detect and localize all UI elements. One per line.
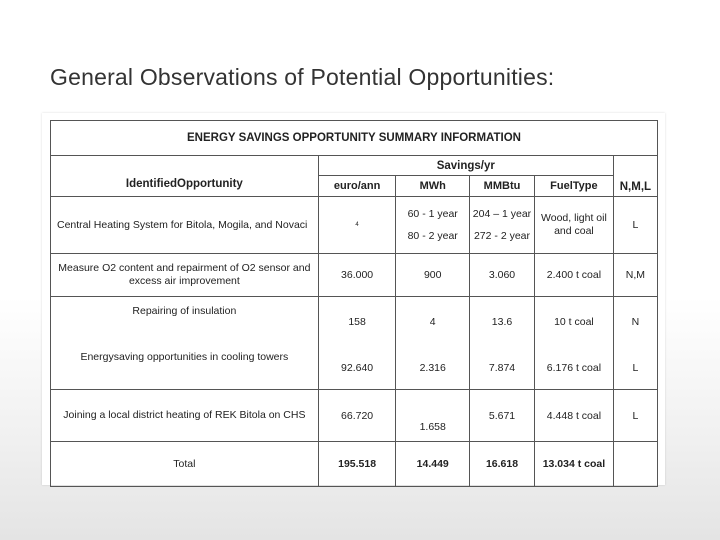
- mmbtu-cell: 13.6: [469, 297, 534, 348]
- euro-header: euro/ann: [318, 176, 396, 197]
- euro-cell: 36.000: [318, 254, 396, 297]
- table-row: [51, 390, 658, 442]
- fuel-type-header: FuelType: [535, 176, 614, 197]
- fuel-cell: 4.448 t coal: [535, 390, 614, 442]
- table-title: ENERGY SAVINGS OPPORTUNITY SUMMARY INFORMATION: [51, 121, 658, 156]
- mwh-cell: 4: [396, 297, 470, 348]
- total-nml: [613, 442, 657, 487]
- fuel-cell: Wood, light oil and coal: [535, 197, 614, 254]
- mmbtu-cell: [469, 197, 534, 254]
- table-row: [51, 197, 658, 254]
- fuel-cell: 10 t coal: [535, 297, 614, 348]
- identified-opportunity-header: IdentifiedOpportunity: [51, 156, 319, 197]
- table-row: [51, 254, 658, 297]
- fuel-cell: 2.400 t coal: [535, 254, 614, 297]
- total-mmbtu: 16.618: [469, 442, 534, 487]
- mwh-cell: 900: [396, 254, 470, 297]
- mwh-line-2: 80 - 2 year: [407, 230, 458, 242]
- mwh-cell: 2.316: [396, 347, 470, 390]
- opportunity-cell: Energysaving opportunities in cooling towers: [51, 347, 319, 390]
- mmbtu-cell: 3.060: [469, 254, 534, 297]
- euro-cell: 92.640: [318, 347, 396, 390]
- summary-table-panel: [42, 113, 665, 485]
- opportunity-cell: Joining a local district heating of REK Bitola on CHS: [51, 390, 319, 442]
- mwh-cell: [396, 197, 470, 254]
- nml-cell: L: [613, 347, 657, 390]
- table-row: [51, 347, 658, 390]
- mmbtu-line-2: 272 - 2 year: [473, 230, 531, 242]
- nml-cell: L: [613, 390, 657, 442]
- nml-cell: N,M: [613, 254, 657, 297]
- mwh-cell: 1.658: [396, 390, 470, 442]
- total-euro: 195.518: [318, 442, 396, 487]
- nml-header: N,M,L: [613, 156, 657, 197]
- euro-cell: 158: [318, 297, 396, 348]
- table-row: [51, 297, 658, 348]
- slide-title: General Observations of Potential Opportunities:: [50, 64, 555, 90]
- opportunity-cell: Central Heating System for Bitola, Mogila, and Novaci: [51, 197, 319, 254]
- mmbtu-header: MMBtu: [469, 176, 534, 197]
- mmbtu-cell: 7.874: [469, 347, 534, 390]
- savings-header-row: [51, 156, 658, 176]
- table-title-row: [51, 121, 658, 156]
- mwh-header: MWh: [396, 176, 470, 197]
- euro-cell: 66.720: [318, 390, 396, 442]
- opportunity-cell: Measure O2 content and repairment of O2 sensor and excess air improvement: [51, 254, 319, 297]
- mmbtu-line-1: 204 – 1 year: [472, 208, 532, 220]
- total-label: Total: [51, 442, 319, 487]
- nml-cell: L: [613, 197, 657, 254]
- mwh-line-1: 60 - 1 year: [407, 208, 458, 220]
- total-fuel: 13.034 t coal: [535, 442, 614, 487]
- nml-cell: N: [613, 297, 657, 348]
- energy-savings-table: [50, 120, 658, 487]
- savings-header: Savings/yr: [318, 156, 613, 176]
- opportunity-cell: Repairing of insulation: [51, 297, 319, 348]
- euro-cell: 4: [318, 197, 396, 254]
- total-row: [51, 442, 658, 487]
- fuel-cell: 6.176 t coal: [535, 347, 614, 390]
- total-mwh: 14.449: [396, 442, 470, 487]
- mmbtu-cell: 5.671: [469, 390, 534, 442]
